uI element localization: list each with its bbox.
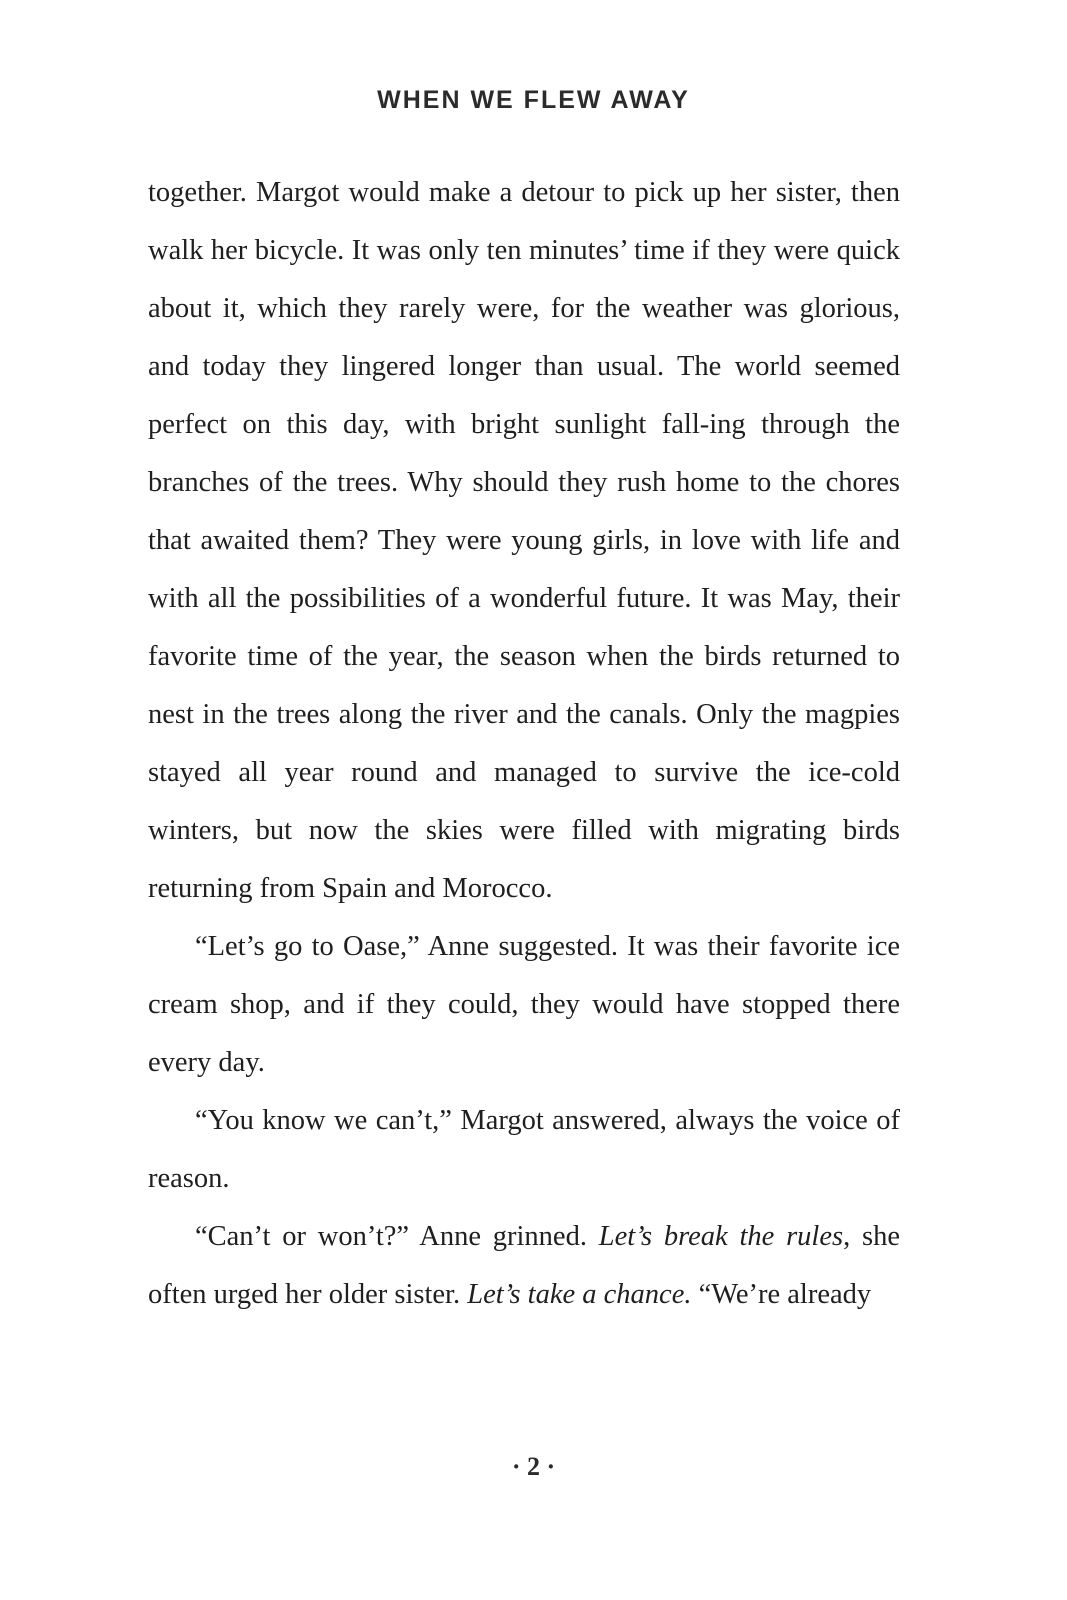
page-number bbox=[0, 1452, 1067, 1482]
paragraph-text: , she often urged her older sister. bbox=[148, 1221, 900, 1310]
italic-phrase: Let’s take a chance. bbox=[467, 1279, 692, 1310]
paragraph-text: together. Margot would make a detour to pick up her sister, then walk her bicycle. It was only ten minutes’ time if they were quick about it, which they rarely were, for the weather was glorious, and today they lingered longer than usual. The world seemed perfect on this day, with bright sunlight fall-ing through the branches of the trees. Why should they rush home to the chores that awaited them? They were young girls, in love with life and with all the possibilities of a wonderful future. It was May, their favorite time of the year, the season when the birds returned to nest in the trees along the river and the canals. Only the magpies stayed all year round and managed to survive the ice-cold winters, but now the skies were filled with migrating birds returning from Spain and Morocco. bbox=[148, 177, 900, 904]
folio-dot-right: · bbox=[546, 1452, 556, 1481]
paragraph-4 bbox=[148, 1208, 900, 1324]
running-head: WHEN WE FLEW AWAY bbox=[377, 86, 690, 114]
paragraph-text: “You know we can’t,” Margot answered, always the voice of reason. bbox=[148, 1105, 900, 1194]
paragraph-text: “Can’t or won’t?” Anne grinned. bbox=[195, 1221, 599, 1252]
paragraph-text: “We’re already bbox=[691, 1279, 872, 1310]
body-text bbox=[148, 164, 900, 1324]
page-number-value: 2 bbox=[527, 1452, 540, 1481]
paragraph-text: “Let’s go to Oase,” Anne suggested. It was their favorite ice cream shop, and if they could, they would have stopped there every day. bbox=[148, 931, 900, 1078]
folio-dot-left: · bbox=[511, 1452, 521, 1481]
paragraph-2 bbox=[148, 918, 900, 1092]
italic-phrase: Let’s break the rules bbox=[598, 1221, 844, 1252]
paragraph-3 bbox=[148, 1092, 900, 1208]
paragraph-1 bbox=[148, 164, 900, 918]
